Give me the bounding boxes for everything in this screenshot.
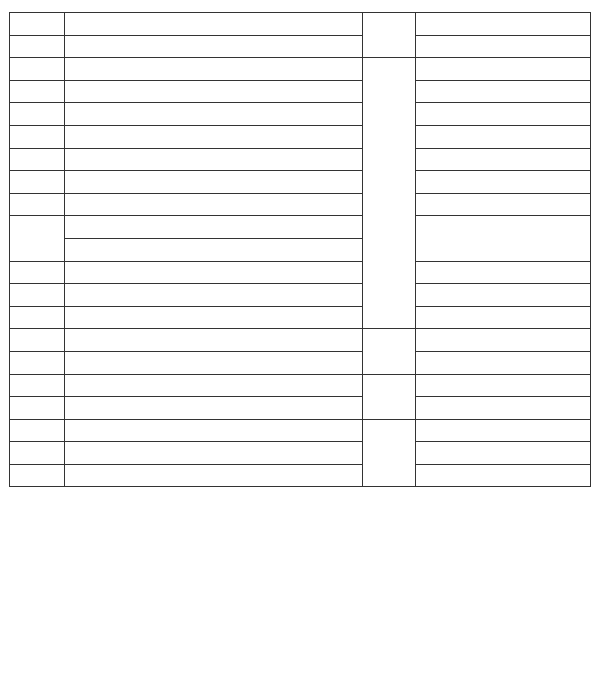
major-code (10, 35, 65, 58)
subject-group-code (363, 419, 416, 487)
major-name (65, 419, 363, 442)
table-row (10, 13, 591, 36)
major-name (65, 261, 363, 284)
major-name (65, 80, 363, 103)
table-row (10, 329, 591, 352)
table-row (10, 193, 591, 216)
major-name (65, 216, 363, 239)
major-name (65, 442, 363, 465)
major-name (65, 351, 363, 374)
major-name (65, 171, 363, 194)
major-code (10, 351, 65, 374)
table-row (10, 80, 591, 103)
major-code (10, 464, 65, 487)
exam-subject (416, 464, 591, 487)
major-code (10, 193, 65, 216)
exam-subject (416, 13, 591, 36)
subject-table-body (10, 13, 591, 487)
exam-subject (416, 125, 591, 148)
exam-subject (416, 419, 591, 442)
exam-subject (416, 329, 591, 352)
exam-subject (416, 306, 591, 329)
major-name (65, 374, 363, 397)
major-name (65, 193, 363, 216)
table-row (10, 397, 591, 420)
exam-subject (416, 216, 591, 261)
major-name (65, 58, 363, 81)
table-row (10, 374, 591, 397)
major-name (65, 103, 363, 126)
major-name (65, 464, 363, 487)
major-code (10, 306, 65, 329)
major-code (10, 125, 65, 148)
major-code (10, 58, 65, 81)
exam-subject (416, 442, 591, 465)
exam-subject (416, 261, 591, 284)
major-name (65, 35, 363, 58)
major-code (10, 171, 65, 194)
major-name (65, 284, 363, 307)
exam-subject (416, 148, 591, 171)
exam-subject (416, 397, 591, 420)
subject-table (9, 12, 591, 487)
exam-subject (416, 193, 591, 216)
table-row (10, 442, 591, 465)
exam-subject (416, 374, 591, 397)
major-name (65, 306, 363, 329)
exam-subject (416, 35, 591, 58)
major-code (10, 329, 65, 352)
major-code (10, 148, 65, 171)
major-name (65, 397, 363, 420)
major-name (65, 13, 363, 36)
major-name (65, 148, 363, 171)
table-row (10, 351, 591, 374)
major-code (10, 216, 65, 261)
table-row (10, 148, 591, 171)
exam-subject (416, 58, 591, 81)
major-code (10, 442, 65, 465)
exam-subject (416, 80, 591, 103)
major-code (10, 13, 65, 36)
table-row (10, 464, 591, 487)
subject-group-code (363, 13, 416, 58)
major-name (65, 329, 363, 352)
subject-group-code (363, 58, 416, 329)
major-code (10, 80, 65, 103)
major-code (10, 284, 65, 307)
table-row (10, 261, 591, 284)
table-row (10, 419, 591, 442)
table-row (10, 284, 591, 307)
subject-group-code (363, 374, 416, 419)
exam-subject (416, 351, 591, 374)
major-name (65, 238, 363, 261)
major-code (10, 374, 65, 397)
subject-group-code (363, 329, 416, 374)
table-row (10, 216, 591, 239)
table-row (10, 125, 591, 148)
table-row (10, 35, 591, 58)
exam-subject (416, 284, 591, 307)
exam-subject (416, 171, 591, 194)
exam-subject (416, 103, 591, 126)
major-code (10, 103, 65, 126)
table-row (10, 103, 591, 126)
major-code (10, 419, 65, 442)
table-row (10, 58, 591, 81)
table-row (10, 171, 591, 194)
major-code (10, 261, 65, 284)
major-name (65, 125, 363, 148)
table-row (10, 306, 591, 329)
major-code (10, 397, 65, 420)
